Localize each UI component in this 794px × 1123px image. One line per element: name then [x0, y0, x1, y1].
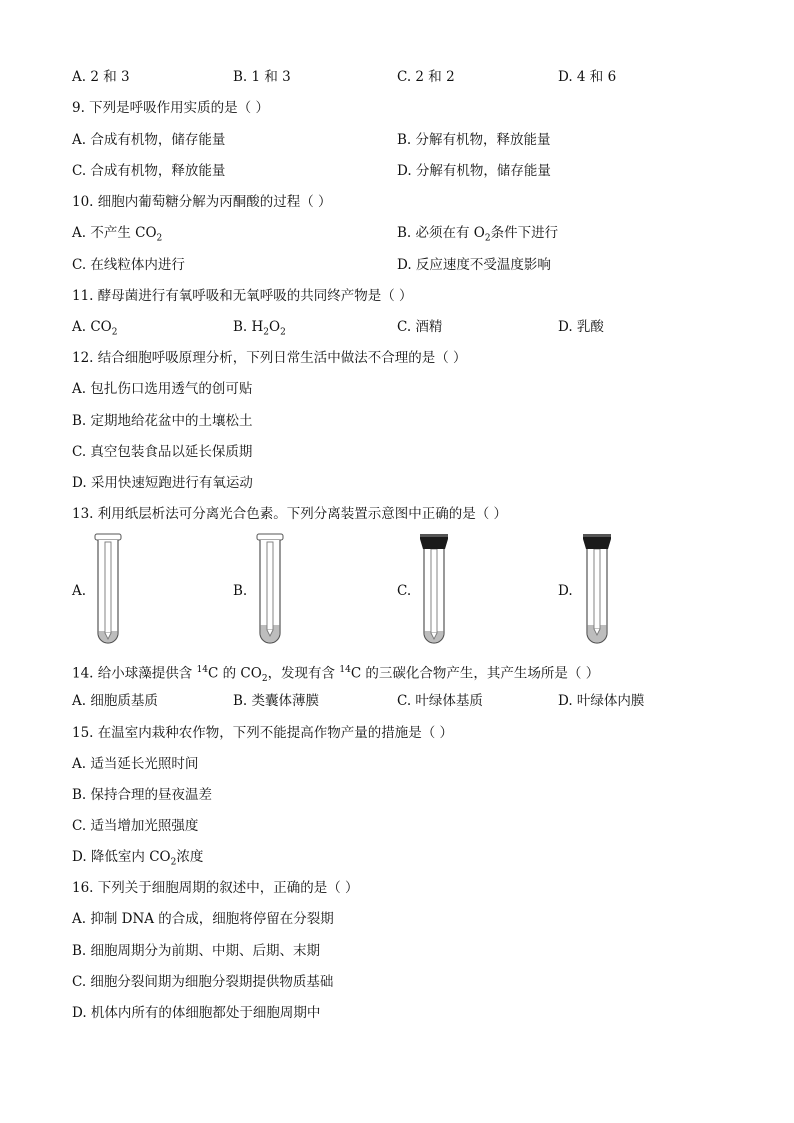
q8-option-c[interactable]: C. 2 和 2 [397, 69, 455, 85]
q9-option-d[interactable]: D. 分解有机物，储存能量 [397, 163, 551, 179]
q12-option-b[interactable]: B. 定期地给花盆中的土壤松土 [72, 413, 253, 429]
q15-option-a[interactable]: A. 适当延长光照时间 [72, 756, 199, 772]
q11-option-b-text-mid: O [269, 319, 281, 335]
q14-stem-text: C 的三碳化合物产生，其产生场所是（ ） [350, 665, 600, 682]
q12-option-c[interactable]: C. 真空包装食品以延长保质期 [72, 444, 253, 460]
q14-stem-text: ，发现有含 [267, 665, 340, 682]
q14-option-d[interactable]: D. 叶绿体内膜 [558, 693, 645, 709]
q11-option-b-text: B. H [233, 319, 264, 335]
q8-option-b[interactable]: B. 1 和 3 [233, 69, 291, 85]
q15-stem: 15. 在温室内栽种农作物，下列不能提高作物产量的措施是（ ） [72, 725, 454, 741]
q12-option-d[interactable]: D. 采用快速短跑进行有氧运动 [72, 475, 253, 491]
subscript: 2 [484, 233, 491, 244]
q10-option-b[interactable] [397, 224, 558, 248]
subscript: 2 [111, 327, 118, 338]
q10-stem: 10. 细胞内葡萄糖分解为丙酮酸的过程（ ） [72, 194, 332, 210]
q13-option-b-label[interactable]: B. [233, 583, 248, 599]
q9-stem: 9. 下列是呼吸作用实质的是（ ） [72, 100, 269, 116]
test-tube-a[interactable] [92, 533, 124, 648]
q16-option-c[interactable]: C. 细胞分裂间期为细胞分裂期提供物质基础 [72, 974, 334, 990]
q9-option-b[interactable]: B. 分解有机物，释放能量 [397, 132, 551, 148]
q10-option-a[interactable] [72, 224, 162, 248]
q10-option-c[interactable]: C. 在线粒体内进行 [72, 257, 185, 273]
filter-paper-strip [105, 542, 111, 633]
filter-paper-strip [594, 549, 600, 629]
filter-paper-strip [267, 542, 273, 630]
q10-option-a-text: A. 不产生 CO [72, 225, 157, 241]
subscript: 2 [261, 674, 268, 685]
q14-stem-text: 14. 给小球藻提供含 [72, 665, 197, 682]
q10-option-b-text: B. 必须在有 O [397, 225, 485, 241]
subscript: 2 [170, 857, 177, 868]
q12-stem: 12. 结合细胞呼吸原理分析，下列日常生活中做法不合理的是（ ） [72, 350, 467, 366]
test-tube-c[interactable] [418, 533, 450, 648]
superscript: 14 [339, 665, 351, 675]
q8-option-a[interactable]: A. 2 和 3 [72, 69, 130, 85]
q15-option-d[interactable] [72, 848, 203, 872]
q11-option-a[interactable] [72, 318, 117, 342]
q15-option-d-text: D. 降低室内 CO [72, 849, 171, 865]
q13-option-d-label[interactable]: D. [558, 583, 573, 599]
q9-option-c[interactable]: C. 合成有机物，释放能量 [72, 163, 226, 179]
q14-option-b[interactable]: B. 类囊体薄膜 [233, 693, 320, 709]
q14-option-a[interactable]: A. 细胞质基质 [72, 693, 158, 709]
q16-stem: 16. 下列关于细胞周期的叙述中，正确的是（ ） [72, 880, 359, 896]
superscript: 14 [196, 665, 209, 675]
q15-option-d-text-post: 浓度 [176, 849, 204, 865]
q14-option-c[interactable]: C. 叶绿体基质 [397, 693, 483, 709]
q15-option-c[interactable]: C. 适当增加光照强度 [72, 818, 199, 834]
q15-option-b[interactable]: B. 保持合理的昼夜温差 [72, 787, 213, 803]
q11-option-c[interactable]: C. 酒精 [397, 319, 443, 335]
q13-option-a-label[interactable]: A. [72, 583, 87, 599]
q14-stem [72, 661, 599, 688]
q11-option-b[interactable] [233, 318, 286, 342]
q10-option-b-text-post: 条件下进行 [490, 225, 559, 241]
q14-stem-text: C 的 CO [208, 665, 262, 682]
q8-option-d[interactable]: D. 4 和 6 [558, 69, 617, 85]
tube-rim [257, 534, 283, 540]
q16-option-a[interactable]: A. 抑制 DNA 的合成，细胞将停留在分裂期 [72, 911, 334, 927]
subscript: 2 [263, 327, 270, 338]
q16-option-d[interactable]: D. 机体内所有的体细胞都处于细胞周期中 [72, 1005, 321, 1021]
q16-option-b[interactable]: B. 细胞周期分为前期、中期、后期、末期 [72, 943, 321, 959]
subscript: 2 [280, 327, 286, 338]
q12-option-a[interactable]: A. 包扎伤口选用透气的创可贴 [72, 381, 253, 397]
q11-option-a-text: A. CO [72, 319, 112, 335]
q13-option-c-label[interactable]: C. [397, 583, 412, 599]
subscript: 2 [156, 233, 163, 244]
filter-paper-strip [431, 549, 437, 633]
q10-option-d[interactable]: D. 反应速度不受温度影响 [397, 257, 551, 273]
q13-stem: 13. 利用纸层析法可分离光合色素。下列分离装置示意图中正确的是（ ） [72, 506, 508, 522]
tube-rim [95, 534, 121, 540]
stopper-highlight [583, 534, 611, 537]
q9-option-a[interactable]: A. 合成有机物，储存能量 [72, 132, 226, 148]
test-tube-d[interactable] [581, 533, 613, 648]
stopper-highlight [420, 534, 448, 537]
test-tube-b[interactable] [254, 533, 286, 648]
q11-option-d[interactable]: D. 乳酸 [558, 319, 604, 335]
q11-stem: 11. 酵母菌进行有氧呼吸和无氧呼吸的共同终产物是（ ） [72, 288, 413, 304]
